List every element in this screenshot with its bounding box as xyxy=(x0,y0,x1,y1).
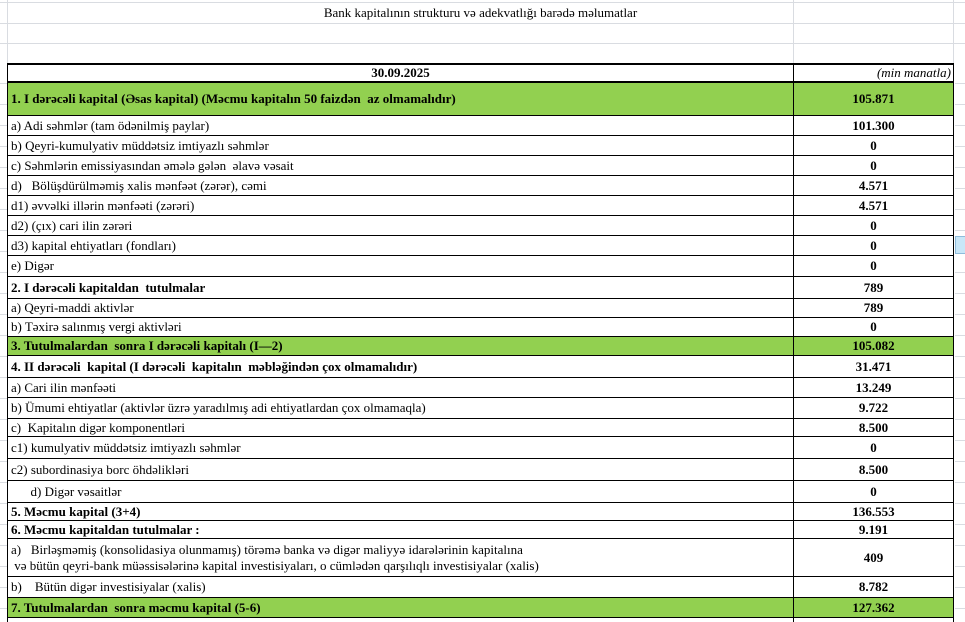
row-value[interactable]: 105.082 xyxy=(852,338,895,353)
table-row xyxy=(8,318,953,337)
table-row xyxy=(8,256,953,277)
gridline xyxy=(955,63,965,622)
row-label[interactable]: 7. Tutulmalardan sonra məcmu kapital (5-6) xyxy=(8,598,794,617)
row-label[interactable]: a) Cari ilin mənfəəti xyxy=(8,378,794,397)
row-value[interactable]: 409 xyxy=(863,549,884,565)
row-value[interactable]: 4.571 xyxy=(858,197,889,213)
row-value[interactable]: 136.553 xyxy=(852,503,895,519)
row-label[interactable]: d) Digər vəsaitlər xyxy=(8,481,794,502)
gridline xyxy=(0,23,965,24)
table-row xyxy=(8,598,953,618)
unit-header-cell: (min manatla) xyxy=(876,65,951,80)
table-row xyxy=(8,398,953,419)
table-row xyxy=(8,277,953,299)
row-value[interactable]: 0 xyxy=(870,483,877,499)
row-label[interactable]: 6. Məcmu kapitaldan tutulmalar : xyxy=(8,521,794,538)
row-value[interactable]: 789 xyxy=(863,279,884,295)
table-row xyxy=(8,419,953,437)
table-row xyxy=(8,539,953,577)
table-row xyxy=(8,156,953,176)
row-label[interactable] xyxy=(8,618,794,622)
row-value[interactable]: 4.571 xyxy=(858,177,889,193)
capital-table xyxy=(7,63,954,622)
report-title: Bank kapitalının strukturu və adekvatlığı barədə məlumatlar xyxy=(323,4,638,20)
row-value[interactable]: 13.249 xyxy=(855,379,892,395)
row-label[interactable]: a) Adi səhmlər (tam ödənilmiş paylar) xyxy=(8,116,794,135)
row-value[interactable]: 789 xyxy=(863,300,884,315)
row-label[interactable]: 4. II dərəcəli kapital (I dərəcəli kapitalın məbləğindən çox olmamalıdır) xyxy=(8,356,794,377)
row-label[interactable]: c2) subordinasiya borc öhdəlikləri xyxy=(8,459,794,480)
row-label[interactable]: c) Kapitalın digər komponentləri xyxy=(8,419,794,436)
row-label[interactable]: b) Təxirə salınmış vergi aktivləri xyxy=(8,318,794,336)
table-row xyxy=(8,503,953,521)
row-value[interactable]: 31.471 xyxy=(855,358,892,374)
row-value[interactable]: 0 xyxy=(870,319,877,334)
row-label[interactable]: e) Digər xyxy=(8,256,794,276)
table-row xyxy=(8,378,953,398)
table-row xyxy=(8,83,953,116)
row-value[interactable]: 0 xyxy=(870,237,877,253)
table-row xyxy=(8,236,953,256)
date-header-cell[interactable]: 30.09.2025 xyxy=(8,65,794,81)
row-value[interactable]: 8.782 xyxy=(858,579,889,594)
row-value[interactable]: 9.191 xyxy=(858,521,889,537)
table-row xyxy=(8,481,953,503)
row-label[interactable]: d3) kapital ehtiyatları (fondları) xyxy=(8,236,794,255)
table-row xyxy=(8,299,953,318)
row-value[interactable] xyxy=(794,618,953,622)
row-label[interactable]: 2. I dərəcəli kapitaldan tutulmalar xyxy=(8,277,794,298)
row-value[interactable]: 105.871 xyxy=(852,91,895,106)
table-row xyxy=(8,136,953,156)
table-row xyxy=(8,459,953,481)
selected-cell-highlight[interactable] xyxy=(955,236,965,254)
row-value[interactable]: 0 xyxy=(870,217,877,233)
row-value[interactable]: 0 xyxy=(870,258,877,273)
row-value[interactable]: 9.722 xyxy=(858,400,889,415)
gridline xyxy=(0,43,965,44)
row-label[interactable]: 1. I dərəcəli kapital (Əsas kapital) (Məcmu kapitalın 50 faizdən az olmamalıdır) xyxy=(8,83,794,115)
row-label[interactable]: 3. Tutulmalardan sonra I dərəcəli kapitalı (I—2) xyxy=(8,337,794,355)
table-row xyxy=(8,337,953,356)
row-value[interactable]: 101.300 xyxy=(852,117,895,133)
table-row xyxy=(8,116,953,136)
table-header-row xyxy=(8,65,953,83)
table-row xyxy=(8,437,953,459)
capital-table-body xyxy=(8,83,953,622)
row-label[interactable]: c) Səhmlərin emissiyasından əmələ gələn əlavə vəsait xyxy=(8,156,794,175)
row-label[interactable]: c1) kumulyativ müddətsiz imtiyazlı səhmlər xyxy=(8,437,794,458)
row-label[interactable]: b) Qeyri-kumulyativ müddətsiz imtiyazlı səhmlər xyxy=(8,136,794,155)
table-row xyxy=(8,618,953,622)
row-label[interactable]: 5. Məcmu kapital (3+4) xyxy=(8,503,794,520)
row-value[interactable]: 127.362 xyxy=(852,599,895,615)
row-label[interactable]: d) Bölüşdürülməmiş xalis mənfəət (zərər), cəmi xyxy=(8,176,794,195)
row-value[interactable]: 0 xyxy=(870,157,877,173)
table-row xyxy=(8,176,953,196)
row-label[interactable]: b) Bütün digər investisiyalar (xalis) xyxy=(8,577,794,597)
row-label[interactable]: a) Birləşməmiş (konsolidasiya olunmamış) törəmə banka və digər maliyyə idarələrinin kapitalına və bütün qeyri-bank müəssisələrinə kapital investisiyaları, o cümlədən qarşılıqlı investisiyalar (xalis) xyxy=(8,539,794,576)
gridline xyxy=(0,63,7,622)
row-label[interactable]: b) Ümumi ehtiyatlar (aktivlər üzrə yaradılmış adi ehtiyatlardan çox olmamaqla) xyxy=(8,398,794,418)
table-row xyxy=(8,356,953,378)
row-label[interactable]: a) Qeyri-maddi aktivlər xyxy=(8,299,794,317)
table-row xyxy=(8,521,953,539)
row-value[interactable]: 8.500 xyxy=(858,419,889,435)
row-label[interactable]: d1) əvvəlki illərin mənfəəti (zərəri) xyxy=(8,196,794,215)
table-row xyxy=(8,216,953,236)
row-value[interactable]: 8.500 xyxy=(858,461,889,477)
row-value[interactable]: 0 xyxy=(870,137,877,153)
table-row xyxy=(8,577,953,598)
table-row xyxy=(8,196,953,216)
row-value[interactable]: 0 xyxy=(870,439,877,455)
row-label[interactable]: d2) (çıx) cari ilin zərəri xyxy=(8,216,794,235)
